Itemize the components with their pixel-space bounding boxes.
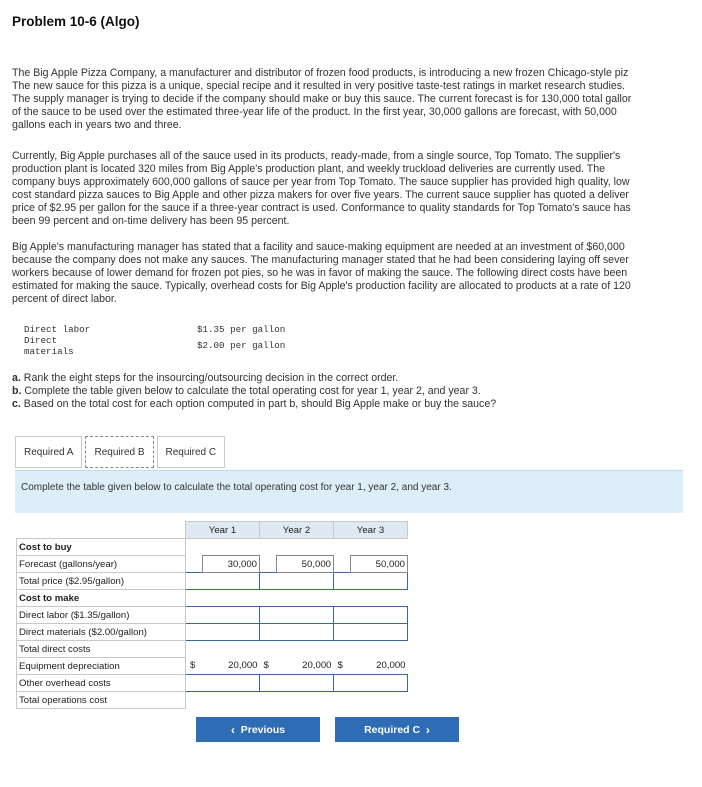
instruction-panel (15, 470, 683, 513)
previous-button[interactable] (196, 717, 320, 742)
depreciation-year-1: 20,000 (228, 660, 258, 672)
chevron-right-icon: › (425, 722, 430, 737)
direct-labor-year-3-input[interactable] (334, 607, 408, 624)
other-overhead-year-2-input[interactable] (260, 675, 334, 692)
cost-value-direct-labor: $1.35 per gallon (197, 324, 286, 335)
question-c: c. Based on the total cost for each option computed in part b, should Big Apple make or buy the sauce? (12, 398, 497, 410)
cost-label-direct-materials: Direct materials (24, 335, 74, 357)
required-c-button[interactable] (335, 717, 459, 742)
depreciation-currency-2: $ (263, 660, 269, 672)
requirement-tabs (15, 436, 228, 470)
section-cost-to-make: Cost to make (17, 590, 186, 607)
depreciation-year-3: 20,000 (376, 660, 406, 672)
depreciation-currency-1: $ (190, 660, 196, 672)
row-label-direct-materials: Direct materials ($2.00/gallon) (17, 624, 186, 641)
header-year-1: Year 1 (186, 522, 260, 539)
tab-required-b[interactable]: Required B (85, 436, 153, 468)
problem-title: Problem 10-6 (Algo) (12, 14, 140, 29)
row-label-total-price: Total price ($2.95/gallon) (17, 573, 186, 590)
cost-value-direct-materials: $2.00 per gallon (197, 340, 286, 351)
row-label-forecast: Forecast (gallons/year) (17, 556, 186, 573)
direct-materials-year-2-input[interactable] (260, 624, 334, 641)
row-label-direct-labor: Direct labor ($1.35/gallon) (17, 607, 186, 624)
intro-paragraph: The Big Apple Pizza Company, a manufacturer and distributor of frozen food products, is introducing a new frozen Chicago-style piz The new sauce for this pizza is a unique, special recipe and it resulted in very positive taste-test ratings in market research studies. The supply manager is trying to decide if the company should make or buy this sauce. The current forecast is for 130,000 total gallor of the sauce to be used over the estimated three-year life of the product. In the first year, 30,000 gallons are forecast, with 50,000 gallons each in years two and three. (12, 67, 632, 131)
total-price-year-1-input[interactable] (186, 573, 260, 590)
direct-materials-year-1-input[interactable] (186, 624, 260, 641)
total-price-year-3-input[interactable] (334, 573, 408, 590)
section-cost-to-buy: Cost to buy (17, 539, 186, 556)
forecast-year-3: 50,000 (351, 556, 408, 573)
other-overhead-year-3-input[interactable] (334, 675, 408, 692)
next-button-label: Required C (364, 723, 421, 736)
tab-required-c[interactable]: Required C (157, 436, 226, 468)
depreciation-currency-3: $ (337, 660, 343, 672)
question-a: a. Rank the eight steps for the insourcing/outsourcing decision in the correct order. (12, 372, 399, 384)
cost-label-direct-labor: Direct labor (24, 324, 91, 335)
depreciation-year-2: 20,000 (302, 660, 332, 672)
previous-button-label: Previous (240, 723, 286, 736)
row-label-depreciation: Equipment depreciation (17, 658, 186, 675)
direct-labor-year-2-input[interactable] (260, 607, 334, 624)
row-label-other-overhead: Other overhead costs (17, 675, 186, 692)
forecast-year-1: 30,000 (203, 556, 260, 573)
chevron-left-icon: ‹ (230, 722, 235, 737)
total-price-year-2-input[interactable] (260, 573, 334, 590)
instruction-text: Complete the table given below to calculate the total operating cost for year 1, year 2, and year 3. (21, 482, 452, 493)
row-label-total-operations: Total operations cost (17, 692, 186, 709)
operating-cost-table (16, 521, 408, 709)
manufacturing-paragraph: Big Apple's manufacturing manager has stated that a facility and sauce-making equipment are needed at an investment of $60,000 because the company does not make any sauces. The manufacturing manager stated that he had been considering laying off sever workers because of lower demand for frozen pot pies, so he was in favor of making the sauce. The following direct costs have been estimated for making the sauce. Typically, overhead costs for Big Apple's production facility are allocated to products at a rate of 120 percent of direct labor. (12, 241, 631, 305)
other-overhead-year-1-input[interactable] (186, 675, 260, 692)
direct-labor-year-1-input[interactable] (186, 607, 260, 624)
question-b: b. Complete the table given below to calculate the total operating cost for year 1, year 2, and year 3. (12, 385, 481, 397)
supplier-paragraph: Currently, Big Apple purchases all of the sauce used in its products, ready-made, from a single source, Top Tomato. The supplier's production plant is located 320 miles from Big Apple's production plant, and weekly truckload deliveries are currently used. The company buys approximately 600,000 gallons of sauce per year from Top Tomato. The sauce supplier has provided high quality, low cost standard pizza sauces to Big Apple and other pizza makers for over five years. The current sauce supplier has quoted a deliver price of $2.95 per gallon for the sauce if a three-year contract is used. Conformance to quality standards for Top Tomato's sauce has been 99 percent and on-time delivery has been 95 percent. (12, 150, 631, 227)
forecast-year-2: 50,000 (277, 556, 334, 573)
direct-materials-year-3-input[interactable] (334, 624, 408, 641)
tab-required-a[interactable]: Required A (15, 436, 82, 468)
header-year-2: Year 2 (260, 522, 334, 539)
header-year-3: Year 3 (334, 522, 408, 539)
row-label-total-direct: Total direct costs (17, 641, 186, 658)
